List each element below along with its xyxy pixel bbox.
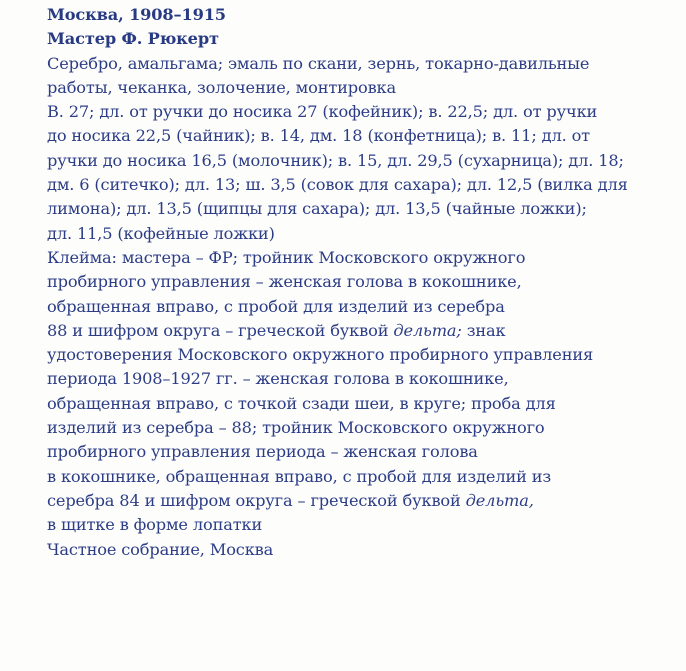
marks-line: удостоверения Московского окружного пробирного управления (47, 345, 594, 365)
technique-line: Серебро, амальгама; эмаль по скани, зернь, токарно-давильные (47, 53, 590, 73)
marks-line: периода 1908–1927 гг. – женская голова в кокошнике, (47, 369, 509, 389)
dimensions-line: В. 27; дл. от ручки до носика 27 (кофейник); в. 22,5; дл. от ручки (47, 102, 598, 122)
marks-text: серебра 84 и шифром округа – греческой буквой (47, 490, 466, 510)
greek-letter-term: дельта; (393, 320, 462, 340)
marks-line (47, 489, 677, 513)
place-date: Москва, 1908–1915 (47, 5, 226, 24)
marks-line: обращенная вправо, с точкой сзади шеи, в круге; проба для (47, 393, 556, 413)
dimensions-block (47, 100, 677, 246)
marks-line: обращенная вправо, с пробой для изделий из серебра (47, 296, 505, 316)
collection: Частное собрание, Москва (47, 539, 274, 559)
catalog-caption (47, 3, 677, 562)
technique-line: работы, чеканка, золочение, монтировка (47, 77, 397, 97)
marks-block (47, 246, 677, 538)
marks-line: в кокошнике, обращенная вправо, с пробой для изделий из (47, 466, 552, 486)
technique-block (47, 52, 677, 101)
marks-line: изделий из серебра – 88; тройник Московского окружного (47, 418, 545, 438)
marks-text: 88 и шифром округа – греческой буквой (47, 320, 394, 340)
marks-line: Клейма: мастера – ФР; тройник Московского окружного (47, 247, 526, 267)
master-name: Мастер Ф. Рюкерт (47, 29, 219, 49)
dimensions-line: до носика 22,5 (чайник); в. 14, дм. 18 (конфетница); в. 11; дл. от (47, 126, 590, 146)
marks-line: пробирного управления – женская голова в кокошнике, (47, 272, 522, 292)
greek-letter-term: дельта, (465, 490, 534, 510)
dimensions-line: дл. 11,5 (кофейные ложки) (47, 223, 275, 243)
marks-text: знак (461, 320, 506, 340)
dimensions-line: ручки до носика 16,5 (молочник); в. 15, дл. 29,5 (сухарница); дл. 18; (47, 150, 624, 170)
marks-line (47, 319, 677, 343)
dimensions-line: дм. 6 (ситечко); дл. 13; ш. 3,5 (совок для сахара); дл. 12,5 (вилка для (47, 175, 628, 195)
dimensions-line: лимона); дл. 13,5 (щипцы для сахара); дл. 13,5 (чайные ложки); (47, 199, 587, 219)
marks-line: в щитке в форме лопатки (47, 515, 263, 535)
marks-line: пробирного управления периода – женская голова (47, 442, 478, 462)
